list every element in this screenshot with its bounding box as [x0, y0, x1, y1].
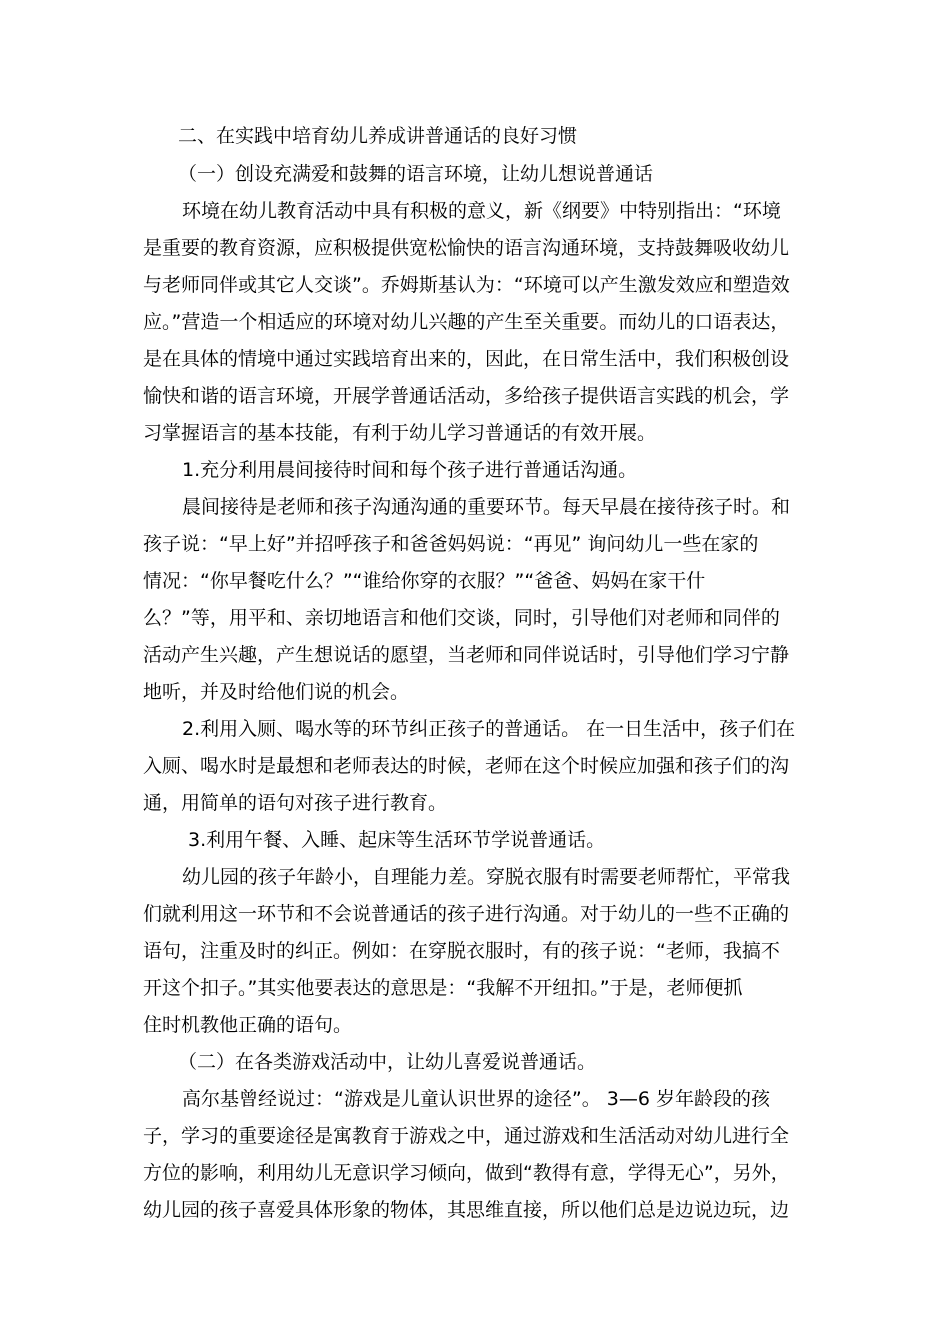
- paragraph-line: 环境在幼儿教育活动中具有积极的意义，新《纲要》中特别指出：“环境: [182, 200, 781, 222]
- paragraph-line: 子，学习的重要途径是寓教育于游戏之中，通过游戏和生活活动对幼儿进行全: [143, 1125, 790, 1147]
- section-heading: 二、在实践中培育幼儿养成讲普通话的良好习惯: [178, 125, 578, 147]
- list-item-heading: 1.充分利用晨间接待时间和每个孩子进行普通话沟通。: [182, 459, 638, 481]
- paragraph-line: 语句，注重及时的纠正。例如：在穿脱衣服时，有的孩子说：“老师，我搞不: [143, 940, 780, 962]
- paragraph-line: 情况：“你早餐吃什么？”“谁给你穿的衣服？”“爸爸、妈妈在家干什: [143, 570, 706, 592]
- subsection-heading: （一）创设充满爱和鼓舞的语言环境，让幼儿想说普通话: [178, 163, 654, 185]
- paragraph-line: 开这个扣子。”其实他要表达的意思是：“我解不开纽扣。”于是，老师便抓: [143, 977, 743, 999]
- list-item-heading: 2.利用入厕、喝水等的环节纠正孩子的普通话。 在一日生活中，孩子们在: [182, 718, 796, 740]
- paragraph-line: 么？”等，用平和、亲切地语言和他们交谈，同时，引导他们对老师和同伴的: [143, 607, 780, 629]
- paragraph-line: 通，用简单的语句对孩子进行教育。: [143, 792, 448, 814]
- subsection-heading: （二）在各类游戏活动中，让幼儿喜爱说普通话。: [178, 1051, 597, 1073]
- paragraph-line: 们就利用这一环节和不会说普通话的孩子进行沟通。对于幼儿的一些不正确的: [143, 903, 790, 925]
- paragraph-line: 应。”营造一个相适应的环境对幼儿兴趣的产生至关重要。而幼儿的口语表达，: [143, 311, 790, 333]
- paragraph-line: 晨间接待是老师和孩子沟通沟通的重要环节。每天早晨在接待孩子时。和: [182, 496, 791, 518]
- paragraph-line: 幼儿园的孩子年龄小，自理能力差。穿脱衣服有时需要老师帮忙，平常我: [182, 866, 791, 888]
- paragraph-line: 住时机教他正确的语句。: [143, 1014, 353, 1036]
- paragraph-line: 愉快和谐的语言环境，开展学普通话活动，多给孩子提供语言实践的机会，学: [143, 385, 790, 407]
- paragraph-line: 高尔基曾经说过：“游戏是儿童认识世界的途径”。 3—6 岁年龄段的孩: [182, 1088, 770, 1110]
- paragraph-line: 入厕、喝水时是最想和老师表达的时候，老师在这个时候应加强和孩子们的沟: [143, 755, 790, 777]
- paragraph-line: 活动产生兴趣，产生想说话的愿望，当老师和同伴说话时，引导他们学习宁静: [143, 644, 790, 666]
- paragraph-line: 孩子说：“早上好”并招呼孩子和爸爸妈妈说：“再见” 询问幼儿一些在家的: [143, 533, 759, 555]
- paragraph-line: 习掌握语言的基本技能，有利于幼儿学习普通话的有效开展。: [143, 422, 657, 444]
- paragraph-line: 方位的影响，利用幼儿无意识学习倾向，做到“教得有意，学得无心”，另外，: [143, 1162, 790, 1184]
- paragraph-line: 是重要的教育资源，应积极提供宽松愉快的语言沟通环境，支持鼓舞吸收幼儿: [143, 237, 790, 259]
- paragraph-line: 幼儿园的孩子喜爱具体形象的物体，其思维直接，所以他们总是边说边玩，边: [143, 1199, 790, 1221]
- paragraph-line: 是在具体的情境中通过实践培育出来的，因此，在日常生活中，我们积极创设: [143, 348, 790, 370]
- paragraph-line: 与老师同伴或其它人交谈”。乔姆斯基认为：“环境可以产生激发效应和塑造效: [143, 274, 790, 296]
- list-item-heading: 3.利用午餐、入睡、起床等生活环节学说普通话。: [188, 829, 606, 851]
- paragraph-line: 地听，并及时给他们说的机会。: [143, 681, 410, 703]
